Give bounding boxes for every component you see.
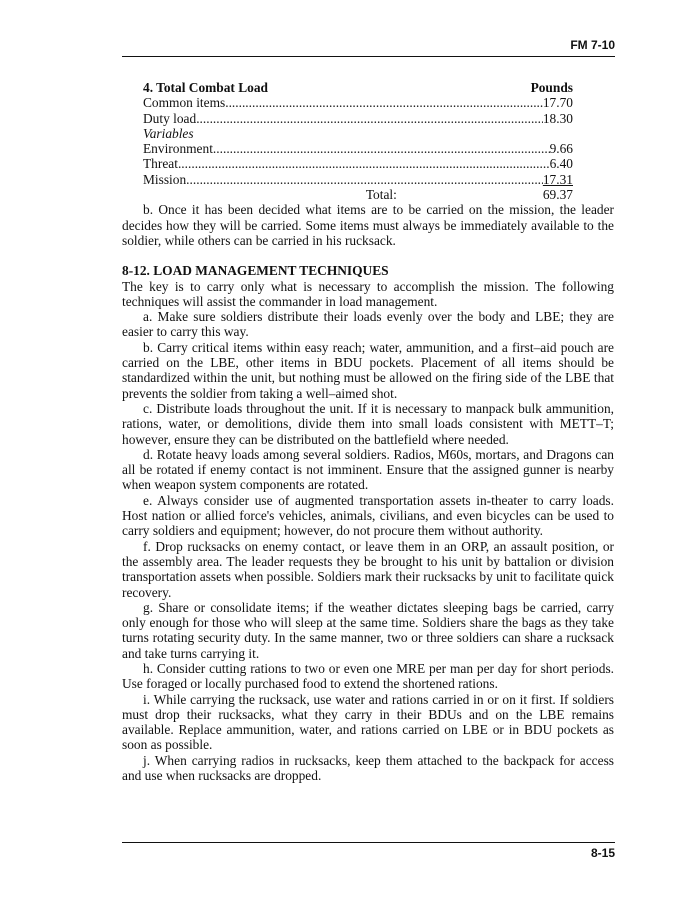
section-intro: The key is to carry only what is necessary to accomplish the mission. The following techniques will assist the commander in load management. (122, 278, 614, 309)
load-total-row (143, 187, 573, 202)
leader-dots (178, 156, 550, 171)
load-row-environment (143, 141, 573, 156)
load-row-mission (143, 172, 573, 187)
load-row-value: 17.70 (542, 95, 573, 111)
load-row-label: Duty load (143, 110, 197, 126)
technique-h: h. Consider cutting rations to two or even one MRE per man per day for short periods. Use foraged or locally purchased food to extend the shortened rations. (122, 660, 614, 692)
page-content (122, 80, 614, 783)
load-total-label: Total: (365, 187, 397, 203)
load-table-header (143, 80, 573, 95)
leader-dots (225, 95, 543, 110)
variables-label: Variables (143, 125, 194, 141)
load-row-value: 6.40 (549, 156, 573, 172)
combat-load-table (143, 80, 573, 202)
manual-code: FM 7-10 (570, 38, 615, 52)
section-title: 8-12. LOAD MANAGEMENT TECHNIQUES (122, 263, 389, 279)
load-row-label: Common items (143, 95, 226, 111)
leader-dots (196, 111, 543, 126)
load-row-label: Environment (143, 141, 213, 157)
leader-dots (213, 141, 550, 156)
technique-j: j. When carrying radios in rucksacks, keep them attached to the backpack for access and use when rucksacks are dropped. (122, 752, 614, 784)
technique-e: e. Always consider use of augmented transportation assets in-theater to carry loads. Host nation or allied force's vehicles, animals, civilians, and even bicycles can be used to carry soldiers and equipment; however, do not procure them without authority. (122, 492, 614, 539)
load-row-common (143, 95, 573, 110)
technique-f: f. Drop rucksacks on enemy contact, or leave them in an ORP, an assault position, or the assembly area. The leader requests they be brought to his unit by battalion or division transportation assets when possible. Soldiers mark their rucksacks by unit to facilitate quick recovery. (122, 538, 614, 600)
leader-dots (186, 172, 543, 187)
technique-d: d. Rotate heavy loads among several soldiers. Radios, M60s, mortars, and Dragons can all be rotated if enemy contact is not imminent. Ensure that the assigned gunner is nearby when weapon system components are rotated. (122, 446, 614, 493)
technique-g: g. Share or consolidate items; if the weather dictates sleeping bags be carried, carry only enough for those who will sleep at the same time. Soldiers share the bags as they take turns rotating security duty. In the same manner, two or three soldiers can share a rucksack and take turns carrying it. (122, 599, 614, 661)
technique-a: a. Make sure soldiers distribute their loads evenly over the body and LBE; they are easier to carry this way. (122, 309, 614, 340)
footer-rule (122, 842, 615, 843)
load-table-unit: Pounds (530, 80, 573, 95)
load-table-title: 4. Total Combat Load (143, 80, 269, 95)
load-row-value: 18.30 (542, 110, 573, 126)
load-row-label: Mission (143, 171, 187, 187)
load-row-label: Threat (143, 156, 178, 172)
header-rule (122, 56, 615, 57)
load-total-value: 69.37 (542, 187, 573, 203)
technique-c: c. Distribute loads throughout the unit. If it is necessary to manpack bulk ammunition, rations, water, or demolitions, divide them into small loads consistent with METT–T; however, ensure they can be distributed on the battlefield where needed. (122, 400, 614, 447)
page-number: 8-15 (590, 846, 615, 860)
technique-b: b. Carry critical items within easy reach; water, ammunition, and a first–aid pouch are carried on the LBE, other items in BDU pockets. Placement of all items should be standardized within the unit, but nothing must be allowed on the firing side of the LBE that prevents the soldier from taking a well–aimed shot. (122, 339, 614, 401)
load-row-value: 9.66 (549, 141, 573, 157)
load-row-threat (143, 156, 573, 171)
load-row-value: 17.31 (542, 171, 573, 187)
technique-i: i. While carrying the rucksack, use water and rations carried in or on it first. If soldiers must drop their rucksacks, what they carry in their BDUs and on the LBE remains available. Replace ammunition, water, and rations carried on LBE or in BDU pockets as soon as possible. (122, 691, 614, 753)
paragraph-b-intro: b. Once it has been decided what items are to be carried on the mission, the leader decides how they will be carried. Some items must always be immediately available to the soldier, while others can be carried in his rucksack. (122, 202, 614, 248)
load-row-duty (143, 111, 573, 126)
